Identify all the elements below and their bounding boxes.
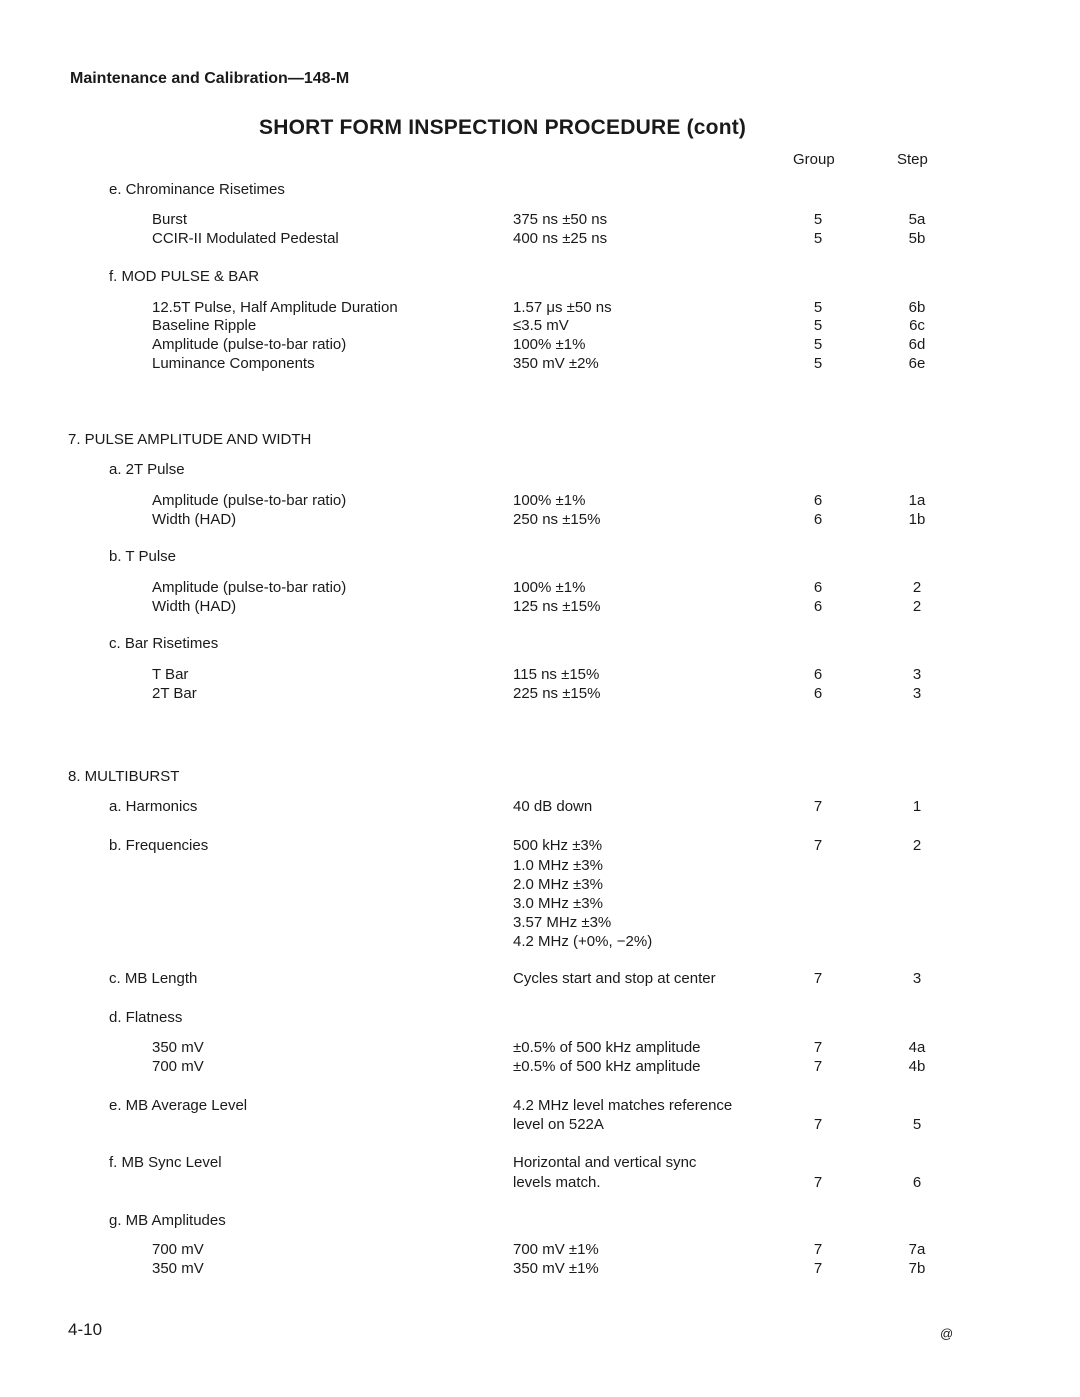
entry-step: 6e [908, 355, 926, 372]
entry-group: 6 [813, 579, 823, 596]
entry-spec: level on 522A [513, 1116, 604, 1133]
entry-label: Amplitude (pulse-to-bar ratio) [152, 336, 347, 353]
entry-group: 7 [813, 1174, 823, 1191]
entry-label: e. Chrominance Risetimes [109, 181, 285, 198]
entry-group: 7 [813, 798, 823, 815]
entry-step: 1b [908, 511, 926, 528]
entry-spec: levels match. [513, 1174, 601, 1191]
entry-spec: 3.57 MHz ±3% [513, 914, 612, 931]
entry-spec: 500 kHz ±3% [513, 837, 603, 854]
page-number: 4-10 [68, 1320, 103, 1339]
entry-step: 5a [908, 211, 926, 228]
entry-step: 2 [912, 598, 922, 615]
entry-label: e. MB Average Level [109, 1097, 248, 1114]
entry-group: 6 [813, 685, 823, 702]
entry-label: 2T Bar [152, 685, 197, 702]
entry-step: 4b [908, 1058, 926, 1075]
entry-group: 5 [813, 299, 823, 316]
entry-step: 5 [912, 1116, 922, 1133]
entry-spec: ±0.5% of 500 kHz amplitude [513, 1039, 701, 1056]
entry-label: a. 2T Pulse [109, 461, 185, 478]
entry-label: b. Frequencies [109, 837, 209, 854]
entry-label: d. Flatness [109, 1009, 183, 1026]
entry-step: 6c [909, 317, 925, 334]
entry-group: 7 [813, 970, 823, 987]
entry-group: 5 [813, 230, 823, 247]
group-column-header: Group [793, 151, 835, 168]
entry-step: 1a [908, 492, 926, 509]
entry-label: Width (HAD) [152, 598, 237, 615]
entry-spec: 100% ±1% [513, 579, 586, 596]
entry-step: 1 [912, 798, 922, 815]
entry-label: c. Bar Risetimes [109, 635, 219, 652]
entry-spec: 350 mV ±2% [513, 355, 599, 372]
entry-label: Amplitude (pulse-to-bar ratio) [152, 492, 347, 509]
entry-group: 5 [813, 317, 823, 334]
entry-label: 350 mV [152, 1039, 204, 1056]
entry-group: 7 [813, 1116, 823, 1133]
entry-group: 7 [813, 1260, 823, 1277]
entry-label: a. Harmonics [109, 798, 198, 815]
entry-spec: 2.0 MHz ±3% [513, 876, 603, 893]
entry-spec: ±0.5% of 500 kHz amplitude [513, 1058, 701, 1075]
step-column-header: Step [897, 151, 928, 168]
entry-group: 5 [813, 336, 823, 353]
entry-group: 7 [813, 1241, 823, 1258]
entry-label: g. MB Amplitudes [109, 1212, 226, 1229]
entry-step: 7b [908, 1260, 926, 1277]
entry-step: 6d [908, 336, 926, 353]
entry-label: 8. MULTIBURST [68, 768, 180, 785]
entry-step: 6b [908, 299, 926, 316]
entry-spec: 700 mV ±1% [513, 1241, 599, 1258]
entry-step: 4a [908, 1039, 926, 1056]
entry-group: 6 [813, 666, 823, 683]
entry-spec: 1.57 μs ±50 ns [513, 299, 612, 316]
entry-label: c. MB Length [109, 970, 198, 987]
entry-spec: ≤3.5 mV [513, 317, 569, 334]
entry-spec: 400 ns ±25 ns [513, 230, 608, 247]
entry-step: 3 [912, 685, 922, 702]
entry-label: Baseline Ripple [152, 317, 257, 334]
footer-mark: @ [940, 1326, 954, 1341]
entry-label: f. MOD PULSE & BAR [109, 268, 260, 285]
entry-step: 6 [912, 1174, 922, 1191]
entry-label: 350 mV [152, 1260, 204, 1277]
entry-step: 3 [912, 666, 922, 683]
entry-spec: Horizontal and vertical sync [513, 1154, 697, 1171]
entry-spec: 4.2 MHz level matches reference [513, 1097, 733, 1114]
entry-step: 5b [908, 230, 926, 247]
entry-label: T Bar [152, 666, 189, 683]
running-header: Maintenance and Calibration—148-M [70, 70, 350, 87]
entry-label: 7. PULSE AMPLITUDE AND WIDTH [68, 431, 312, 448]
entry-spec: 375 ns ±50 ns [513, 211, 608, 228]
entry-spec: 250 ns ±15% [513, 511, 601, 528]
entry-spec: 115 ns ±15% [513, 666, 600, 683]
entry-step: 7a [908, 1241, 926, 1258]
entry-step: 3 [912, 970, 922, 987]
page-title: SHORT FORM INSPECTION PROCEDURE (cont) [259, 116, 747, 139]
entry-group: 7 [813, 837, 823, 854]
entry-step: 2 [912, 579, 922, 596]
entry-label: 700 mV [152, 1058, 204, 1075]
entry-group: 6 [813, 511, 823, 528]
entry-label: f. MB Sync Level [109, 1154, 222, 1171]
entry-group: 6 [813, 598, 823, 615]
entry-spec: 125 ns ±15% [513, 598, 601, 615]
entry-label: Burst [152, 211, 188, 228]
entry-group: 5 [813, 211, 823, 228]
entry-group: 7 [813, 1039, 823, 1056]
entry-label: 12.5T Pulse, Half Amplitude Duration [152, 299, 398, 316]
entry-group: 5 [813, 355, 823, 372]
entry-group: 6 [813, 492, 823, 509]
entry-spec: 100% ±1% [513, 336, 586, 353]
entry-spec: 100% ±1% [513, 492, 586, 509]
entry-group: 7 [813, 1058, 823, 1075]
entry-spec: 1.0 MHz ±3% [513, 857, 603, 874]
entry-label: Luminance Components [152, 355, 315, 372]
entry-label: Width (HAD) [152, 511, 237, 528]
entry-spec: 225 ns ±15% [513, 685, 601, 702]
entry-spec: Cycles start and stop at center [513, 970, 716, 987]
entry-label: b. T Pulse [109, 548, 176, 565]
entry-spec: 350 mV ±1% [513, 1260, 599, 1277]
entry-spec: 4.2 MHz (+0%, −2%) [513, 933, 653, 950]
entry-spec: 40 dB down [513, 798, 593, 815]
entry-label: Amplitude (pulse-to-bar ratio) [152, 579, 347, 596]
entry-spec: 3.0 MHz ±3% [513, 895, 603, 912]
entry-label: CCIR-II Modulated Pedestal [152, 230, 339, 247]
entry-label: 700 mV [152, 1241, 204, 1258]
entry-step: 2 [912, 837, 922, 854]
